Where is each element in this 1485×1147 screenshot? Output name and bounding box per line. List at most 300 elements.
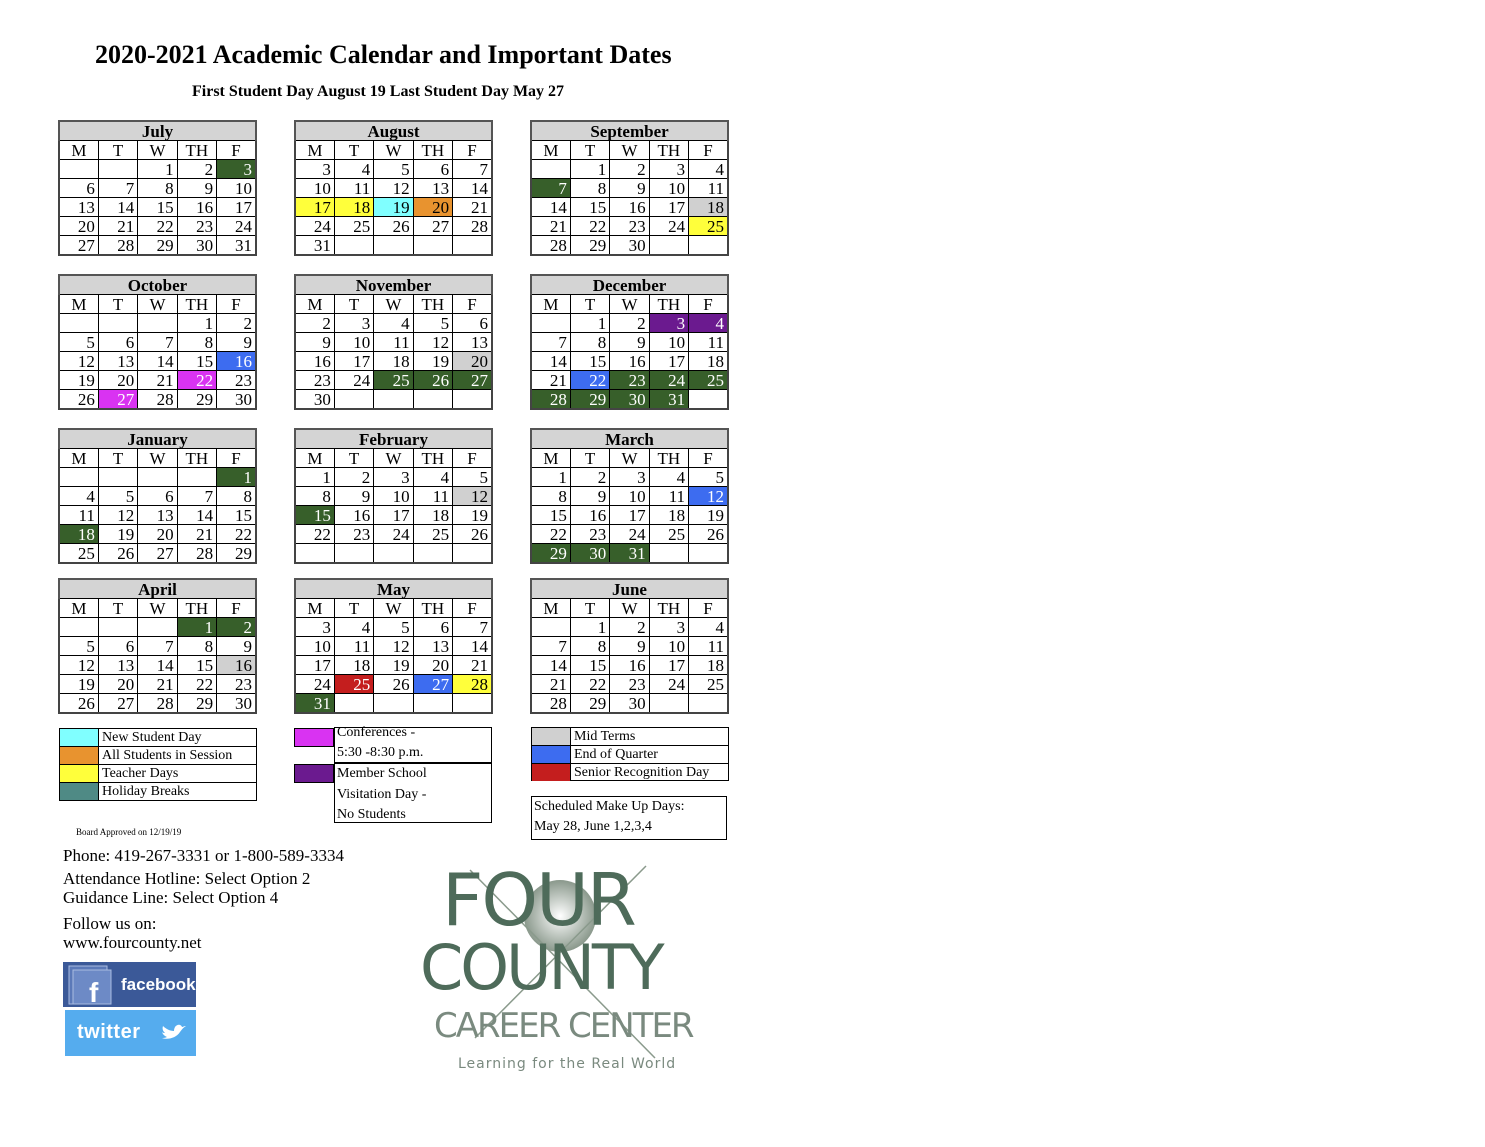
day-cell: 22	[138, 217, 177, 236]
day-cell	[59, 468, 98, 487]
day-cell: 15	[138, 198, 177, 217]
month-august	[294, 120, 493, 256]
makeup-days-box	[531, 796, 727, 840]
day-cell: 19	[374, 198, 413, 217]
weekday-header: TH	[177, 449, 216, 468]
legend-swatch	[60, 747, 99, 764]
day-cell: 30	[610, 236, 649, 256]
day-cell: 28	[531, 236, 570, 256]
day-cell: 24	[334, 371, 373, 390]
day-cell: 22	[177, 675, 216, 694]
day-cell: 18	[59, 525, 98, 544]
month-june	[530, 578, 729, 714]
legend-label: All Students in Session	[102, 747, 233, 763]
day-cell: 2	[334, 468, 373, 487]
weekday-header: W	[374, 295, 413, 314]
legend-swatch	[60, 783, 99, 800]
day-cell: 1	[295, 468, 334, 487]
day-cell: 25	[334, 217, 373, 236]
day-cell: 28	[98, 236, 137, 256]
logo-tagline: Learning for the Real World	[458, 1056, 677, 1072]
legend-item	[532, 764, 728, 781]
day-cell: 14	[177, 506, 216, 525]
day-cell: 13	[413, 179, 452, 198]
day-cell: 21	[531, 675, 570, 694]
day-cell	[413, 236, 452, 256]
follow-us-label: Follow us on:	[63, 914, 157, 933]
month-name: May	[295, 579, 492, 599]
legend-conferences	[294, 727, 492, 821]
day-cell	[689, 236, 728, 256]
day-cell: 6	[413, 160, 452, 179]
day-cell: 15	[295, 506, 334, 525]
day-cell: 6	[453, 314, 492, 333]
day-cell: 5	[59, 333, 98, 352]
day-cell: 4	[334, 618, 373, 637]
legend-swatch	[532, 746, 571, 763]
day-cell: 4	[59, 487, 98, 506]
weekday-header: F	[217, 449, 256, 468]
legend-swatch	[532, 728, 571, 745]
day-cell: 28	[531, 694, 570, 714]
day-cell: 14	[531, 352, 570, 371]
day-cell: 6	[98, 637, 137, 656]
day-cell: 7	[177, 487, 216, 506]
four-county-logo	[420, 858, 695, 1074]
weekday-header: M	[531, 449, 570, 468]
day-cell: 20	[98, 675, 137, 694]
day-cell: 24	[649, 217, 688, 236]
day-cell: 21	[138, 675, 177, 694]
day-cell: 12	[689, 487, 728, 506]
day-cell: 11	[649, 487, 688, 506]
day-cell: 31	[649, 390, 688, 410]
day-cell: 13	[59, 198, 98, 217]
day-cell: 22	[570, 371, 609, 390]
day-cell: 16	[217, 352, 256, 371]
day-cell: 9	[570, 487, 609, 506]
weekday-header: M	[59, 599, 98, 618]
month-name: December	[531, 275, 728, 295]
day-cell: 2	[610, 160, 649, 179]
day-cell: 16	[334, 506, 373, 525]
day-cell	[413, 390, 452, 410]
day-cell	[649, 544, 688, 564]
day-cell: 13	[453, 333, 492, 352]
logo-word-career-center: CAREER CENTER	[434, 1006, 693, 1046]
day-cell: 5	[689, 468, 728, 487]
legend-item	[532, 728, 728, 746]
day-cell: 22	[570, 675, 609, 694]
twitter-label: twitter	[77, 1021, 141, 1043]
legend-item	[60, 747, 256, 765]
month-april	[58, 578, 257, 714]
day-cell: 14	[531, 198, 570, 217]
weekday-header: F	[217, 599, 256, 618]
day-cell: 5	[98, 487, 137, 506]
day-cell: 7	[138, 333, 177, 352]
weekday-header: TH	[413, 449, 452, 468]
weekday-header: F	[689, 449, 728, 468]
day-cell: 9	[217, 637, 256, 656]
day-cell: 7	[98, 179, 137, 198]
day-cell: 23	[570, 525, 609, 544]
weekday-header: W	[610, 295, 649, 314]
day-cell: 14	[138, 352, 177, 371]
day-cell: 29	[217, 544, 256, 564]
day-cell: 14	[98, 198, 137, 217]
month-february	[294, 428, 493, 564]
month-july	[58, 120, 257, 256]
day-cell: 1	[570, 618, 609, 637]
day-cell: 25	[374, 371, 413, 390]
day-cell: 22	[295, 525, 334, 544]
svg-text:f: f	[89, 977, 99, 1007]
day-cell: 31	[295, 694, 334, 714]
day-cell	[295, 544, 334, 564]
day-cell: 11	[334, 179, 373, 198]
day-cell: 3	[649, 618, 688, 637]
month-name: January	[59, 429, 256, 449]
day-cell	[98, 160, 137, 179]
day-cell: 1	[177, 618, 216, 637]
day-cell: 24	[649, 675, 688, 694]
weekday-header: F	[689, 295, 728, 314]
twitter-button[interactable]	[65, 1010, 196, 1056]
day-cell: 23	[217, 371, 256, 390]
day-cell: 23	[610, 217, 649, 236]
day-cell: 29	[177, 694, 216, 714]
day-cell: 21	[531, 371, 570, 390]
day-cell: 26	[59, 694, 98, 714]
day-cell: 8	[531, 487, 570, 506]
weekday-header: T	[334, 295, 373, 314]
day-cell: 27	[98, 694, 137, 714]
day-cell: 20	[413, 198, 452, 217]
weekday-header: W	[138, 141, 177, 160]
day-cell: 27	[413, 675, 452, 694]
month-name: September	[531, 121, 728, 141]
day-cell: 31	[610, 544, 649, 564]
contact-phone: Phone: 419-267-3331 or 1-800-589-3334	[63, 846, 344, 865]
day-cell: 6	[98, 333, 137, 352]
day-cell: 10	[649, 637, 688, 656]
day-cell: 21	[453, 656, 492, 675]
day-cell: 25	[689, 371, 728, 390]
weekday-header: T	[334, 449, 373, 468]
month-name: June	[531, 579, 728, 599]
day-cell: 15	[177, 656, 216, 675]
day-cell: 16	[610, 198, 649, 217]
day-cell: 3	[295, 160, 334, 179]
day-cell: 7	[531, 333, 570, 352]
day-cell: 4	[649, 468, 688, 487]
contact-guidance: Guidance Line: Select Option 4	[63, 888, 279, 907]
day-cell: 8	[570, 333, 609, 352]
day-cell: 28	[138, 694, 177, 714]
day-cell: 19	[413, 352, 452, 371]
makeup-days-dates: May 28, June 1,2,3,4	[534, 819, 652, 834]
day-cell: 19	[98, 525, 137, 544]
member-visitation-label-1: Member School	[337, 766, 427, 781]
day-cell	[98, 468, 137, 487]
day-cell: 25	[413, 525, 452, 544]
day-cell	[453, 544, 492, 564]
day-cell: 22	[531, 525, 570, 544]
day-cell: 1	[570, 314, 609, 333]
day-cell: 1	[217, 468, 256, 487]
month-name: July	[59, 121, 256, 141]
weekday-header: M	[295, 141, 334, 160]
day-cell: 20	[98, 371, 137, 390]
day-cell: 23	[295, 371, 334, 390]
day-cell: 20	[413, 656, 452, 675]
day-cell: 29	[570, 236, 609, 256]
weekday-header: T	[98, 295, 137, 314]
day-cell: 18	[374, 352, 413, 371]
day-cell: 10	[374, 487, 413, 506]
day-cell: 30	[610, 694, 649, 714]
legend-terms	[531, 727, 729, 781]
weekday-header: TH	[649, 449, 688, 468]
weekday-header: F	[217, 295, 256, 314]
website-link[interactable]: www.fourcounty.net	[63, 933, 202, 952]
weekday-header: T	[570, 295, 609, 314]
member-visitation-swatch	[294, 764, 334, 783]
weekday-header: M	[295, 599, 334, 618]
day-cell: 8	[177, 333, 216, 352]
day-cell: 30	[570, 544, 609, 564]
member-visitation-label-2: Visitation Day -	[337, 787, 427, 802]
day-cell: 30	[217, 390, 256, 410]
day-cell: 17	[334, 352, 373, 371]
day-cell: 10	[334, 333, 373, 352]
facebook-label: facebook	[121, 975, 196, 994]
day-cell: 5	[374, 618, 413, 637]
day-cell	[334, 236, 373, 256]
day-cell: 30	[295, 390, 334, 410]
day-cell: 10	[610, 487, 649, 506]
day-cell: 17	[649, 352, 688, 371]
day-cell: 27	[59, 236, 98, 256]
weekday-header: TH	[177, 295, 216, 314]
legend-item	[532, 746, 728, 764]
day-cell	[334, 544, 373, 564]
day-cell: 11	[374, 333, 413, 352]
day-cell: 15	[217, 506, 256, 525]
legend-item	[60, 765, 256, 783]
day-cell: 17	[295, 656, 334, 675]
conferences-label-2: 5:30 -8:30 p.m.	[337, 745, 424, 760]
day-cell: 10	[295, 179, 334, 198]
day-cell: 20	[138, 525, 177, 544]
month-name: April	[59, 579, 256, 599]
month-name: March	[531, 429, 728, 449]
day-cell: 30	[177, 236, 216, 256]
day-cell: 4	[689, 314, 728, 333]
facebook-button[interactable]	[63, 962, 196, 1007]
day-cell: 26	[689, 525, 728, 544]
day-cell: 3	[217, 160, 256, 179]
weekday-header: TH	[177, 599, 216, 618]
day-cell: 25	[649, 525, 688, 544]
legend-swatch	[532, 764, 571, 781]
weekday-header: T	[98, 599, 137, 618]
weekday-header: F	[689, 599, 728, 618]
weekday-header: W	[610, 141, 649, 160]
day-cell: 7	[138, 637, 177, 656]
day-cell: 16	[610, 352, 649, 371]
day-cell: 26	[453, 525, 492, 544]
day-cell: 18	[413, 506, 452, 525]
day-cell: 20	[59, 217, 98, 236]
day-cell: 2	[610, 618, 649, 637]
day-cell: 19	[374, 656, 413, 675]
day-cell	[531, 160, 570, 179]
month-may	[294, 578, 493, 714]
board-approved-note: Board Approved on 12/19/19	[76, 827, 182, 837]
day-cell: 16	[295, 352, 334, 371]
weekday-header: F	[453, 141, 492, 160]
day-cell: 24	[374, 525, 413, 544]
day-cell: 14	[138, 656, 177, 675]
weekday-header: F	[453, 449, 492, 468]
day-cell: 11	[334, 637, 373, 656]
weekday-header: M	[531, 295, 570, 314]
weekday-header: T	[570, 141, 609, 160]
day-cell	[374, 694, 413, 714]
day-cell: 16	[217, 656, 256, 675]
day-cell	[649, 694, 688, 714]
day-cell	[138, 618, 177, 637]
day-cell: 7	[453, 160, 492, 179]
weekday-header: T	[98, 449, 137, 468]
day-cell: 13	[98, 352, 137, 371]
day-cell: 11	[689, 637, 728, 656]
day-cell: 28	[177, 544, 216, 564]
day-cell: 23	[177, 217, 216, 236]
day-cell	[334, 694, 373, 714]
day-cell	[531, 314, 570, 333]
page-subtitle: First Student Day August 19 Last Student Day May 27	[192, 83, 565, 100]
weekday-header: W	[374, 449, 413, 468]
day-cell	[689, 694, 728, 714]
day-cell: 2	[295, 314, 334, 333]
day-cell: 25	[59, 544, 98, 564]
day-cell: 31	[217, 236, 256, 256]
day-cell: 18	[689, 352, 728, 371]
month-november	[294, 274, 493, 410]
day-cell: 25	[334, 675, 373, 694]
logo-word-county: COUNTY	[420, 931, 662, 1004]
day-cell	[453, 390, 492, 410]
day-cell: 23	[217, 675, 256, 694]
day-cell: 6	[413, 618, 452, 637]
day-cell: 7	[453, 618, 492, 637]
day-cell: 29	[138, 236, 177, 256]
day-cell: 7	[531, 179, 570, 198]
day-cell	[689, 544, 728, 564]
day-cell: 17	[217, 198, 256, 217]
day-cell: 19	[59, 371, 98, 390]
day-cell: 10	[649, 179, 688, 198]
legend-student-days	[59, 728, 257, 801]
day-cell: 26	[374, 675, 413, 694]
day-cell: 7	[531, 637, 570, 656]
weekday-header: M	[531, 599, 570, 618]
day-cell: 3	[649, 160, 688, 179]
day-cell	[374, 236, 413, 256]
month-name: October	[59, 275, 256, 295]
day-cell	[413, 544, 452, 564]
day-cell: 29	[570, 694, 609, 714]
day-cell	[138, 314, 177, 333]
day-cell: 3	[374, 468, 413, 487]
weekday-header: T	[570, 599, 609, 618]
day-cell: 21	[453, 198, 492, 217]
month-january	[58, 428, 257, 564]
day-cell: 23	[610, 675, 649, 694]
legend-label: End of Quarter	[574, 746, 658, 762]
day-cell: 12	[374, 637, 413, 656]
day-cell: 4	[689, 160, 728, 179]
day-cell: 15	[570, 352, 609, 371]
day-cell: 9	[177, 179, 216, 198]
day-cell: 17	[374, 506, 413, 525]
legend-swatch	[60, 729, 99, 746]
legend-label: New Student Day	[102, 729, 202, 745]
legend-swatch	[60, 765, 99, 782]
day-cell: 5	[374, 160, 413, 179]
day-cell: 21	[138, 371, 177, 390]
weekday-header: TH	[413, 141, 452, 160]
day-cell: 30	[610, 390, 649, 410]
page-title: 2020-2021 Academic Calendar and Important Dates	[95, 40, 672, 69]
day-cell: 11	[689, 333, 728, 352]
day-cell	[59, 314, 98, 333]
day-cell: 18	[689, 656, 728, 675]
day-cell	[59, 160, 98, 179]
day-cell: 26	[374, 217, 413, 236]
day-cell: 3	[295, 618, 334, 637]
weekday-header: TH	[413, 599, 452, 618]
legend-item	[60, 783, 256, 800]
month-december	[530, 274, 729, 410]
day-cell: 27	[138, 544, 177, 564]
day-cell: 12	[59, 352, 98, 371]
day-cell: 17	[649, 198, 688, 217]
day-cell: 2	[217, 314, 256, 333]
day-cell: 26	[413, 371, 452, 390]
day-cell: 9	[610, 179, 649, 198]
day-cell	[138, 468, 177, 487]
day-cell: 4	[689, 618, 728, 637]
day-cell: 11	[413, 487, 452, 506]
day-cell	[334, 390, 373, 410]
legend-label: Teacher Days	[102, 765, 179, 781]
day-cell: 4	[413, 468, 452, 487]
day-cell: 17	[610, 506, 649, 525]
day-cell: 12	[413, 333, 452, 352]
day-cell: 1	[570, 160, 609, 179]
day-cell: 23	[334, 525, 373, 544]
day-cell: 18	[689, 198, 728, 217]
legend-item	[60, 729, 256, 747]
day-cell: 8	[570, 637, 609, 656]
day-cell: 24	[295, 217, 334, 236]
day-cell: 11	[689, 179, 728, 198]
day-cell: 2	[177, 160, 216, 179]
